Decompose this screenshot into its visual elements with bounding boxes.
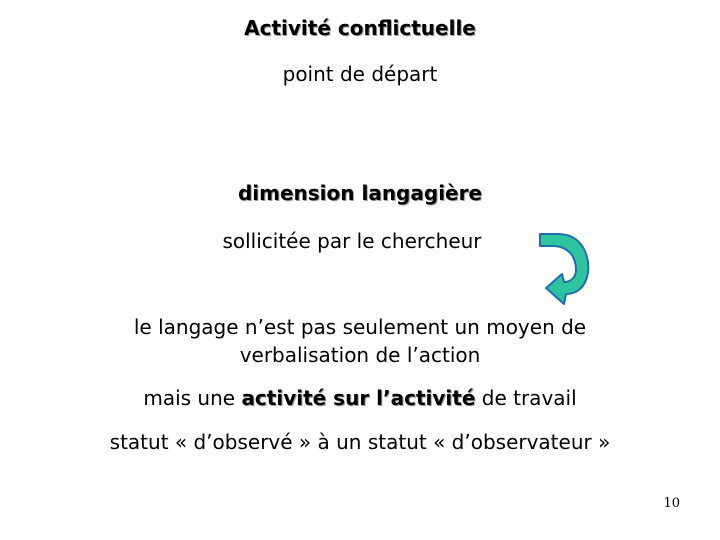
curved-arrow-icon [538, 226, 594, 308]
mais-suffix: de travail [475, 386, 577, 410]
slide-title: Activité conflictuelle [244, 16, 476, 40]
mais-prefix: mais une [143, 386, 242, 410]
page-number: 10 [663, 496, 680, 511]
dimension-heading: dimension langagière [237, 181, 483, 205]
statut-line: statut « d’observé » à un statut « d’observateur » [109, 430, 611, 454]
mais-emphasis: activité sur l’activité [241, 386, 476, 410]
mais-line [0, 386, 720, 410]
langage-line-1: le langage n’est pas seulement un moyen de [133, 315, 587, 339]
langage-paragraph [0, 313, 720, 369]
solicit-text: sollicitée par le chercheur [222, 229, 482, 253]
slide-subtitle: point de départ [282, 62, 438, 86]
langage-line-2: verbalisation de l’action [239, 343, 481, 367]
